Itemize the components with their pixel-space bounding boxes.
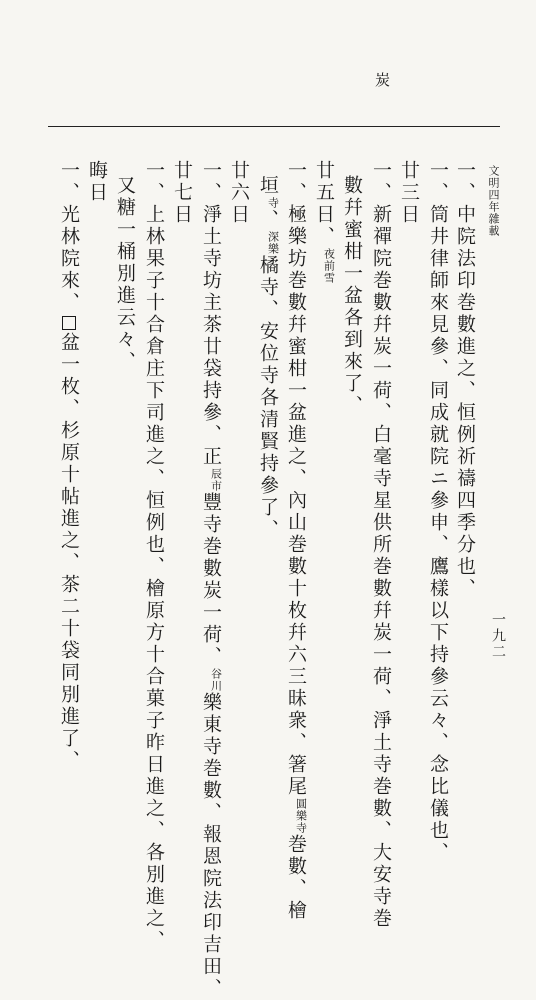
text-line-4 — [371, 160, 390, 930]
interlinear-note: 夜前雪 — [322, 248, 336, 284]
text-line-5 — [342, 175, 361, 417]
blank-character-box — [62, 316, 76, 330]
interlinear-note: 谷川 — [209, 668, 223, 692]
text-segment: 一、光林院來、 — [58, 160, 80, 314]
text-line-9 — [229, 160, 248, 226]
text-segment: 一、新禪院巻數幷炭一荷、白毫寺星供所巻數幷炭一荷、淨土寺巻數、大安寺巻 — [370, 160, 392, 930]
interlinear-note: 寺 — [266, 197, 280, 209]
text-line-11 — [172, 160, 191, 226]
text-line-13 — [115, 175, 134, 373]
text-segment: 豐寺巻數炭一荷、 — [200, 492, 222, 668]
text-segment: 一、上林果子十合倉庄下司進之、恒例也、檜原方十合菓子昨日進之、各別進之、 — [143, 160, 165, 952]
text-segment: 又糖一桶別進云々、 — [114, 175, 136, 373]
page-number: 一九二 — [490, 612, 506, 660]
text-segment: 一、極樂坊巻數幷蜜柑一盆進之、內山巻數十枚幷六三昧衆、箸尾 — [285, 160, 307, 798]
text-segment: 垣 — [257, 175, 279, 197]
text-segment: 橘寺、安位寺各清賢持參了、 — [257, 255, 279, 541]
text-segment: 一、中院法印巻數進之、恒例祈禱四季分也、 — [454, 160, 476, 600]
header-rule — [48, 126, 500, 127]
text-line-15 — [59, 160, 78, 772]
text-line-14 — [87, 160, 106, 204]
text-segment: 盆一枚、杉原十帖進之、茶二十袋同別進了、 — [58, 332, 80, 772]
text-segment: 廿三日 — [398, 160, 420, 226]
text-line-8 — [258, 175, 283, 541]
text-line-10 — [201, 160, 226, 1000]
interlinear-note: 深樂 — [266, 231, 280, 255]
text-line-12 — [144, 160, 163, 952]
text-segment: 晦日 — [86, 160, 108, 204]
text-line-2 — [428, 160, 447, 864]
text-line-6 — [314, 160, 339, 284]
text-segment: 廿七日 — [171, 160, 193, 226]
interlinear-note: 圓樂寺 — [294, 798, 308, 834]
text-line-7 — [286, 160, 311, 922]
text-segment: 樂東寺巻數、報恩院法印吉田、 — [200, 692, 222, 1000]
text-segment: 廿五日、 — [313, 160, 335, 248]
interlinear-note: 辰市 — [209, 468, 223, 492]
text-segment: 一、筒井律師來見參、同成就院ニ參申、鷹樣以下持參云々、念比儀也、 — [427, 160, 449, 864]
text-segment: 數幷蜜柑一盆各到來了、 — [341, 175, 363, 417]
text-segment: 一、淨土寺坊主茶廿袋持參、正 — [200, 160, 222, 468]
text-line-3 — [399, 160, 418, 226]
text-segment: 巻數、檜 — [285, 834, 307, 922]
text-line-1 — [455, 160, 474, 600]
text-segment: 廿六日 — [228, 160, 250, 226]
text-segment: 、 — [257, 209, 279, 231]
running-head: 文明四年雜載 — [487, 165, 500, 237]
top-heading-word: 炭 — [373, 72, 391, 87]
